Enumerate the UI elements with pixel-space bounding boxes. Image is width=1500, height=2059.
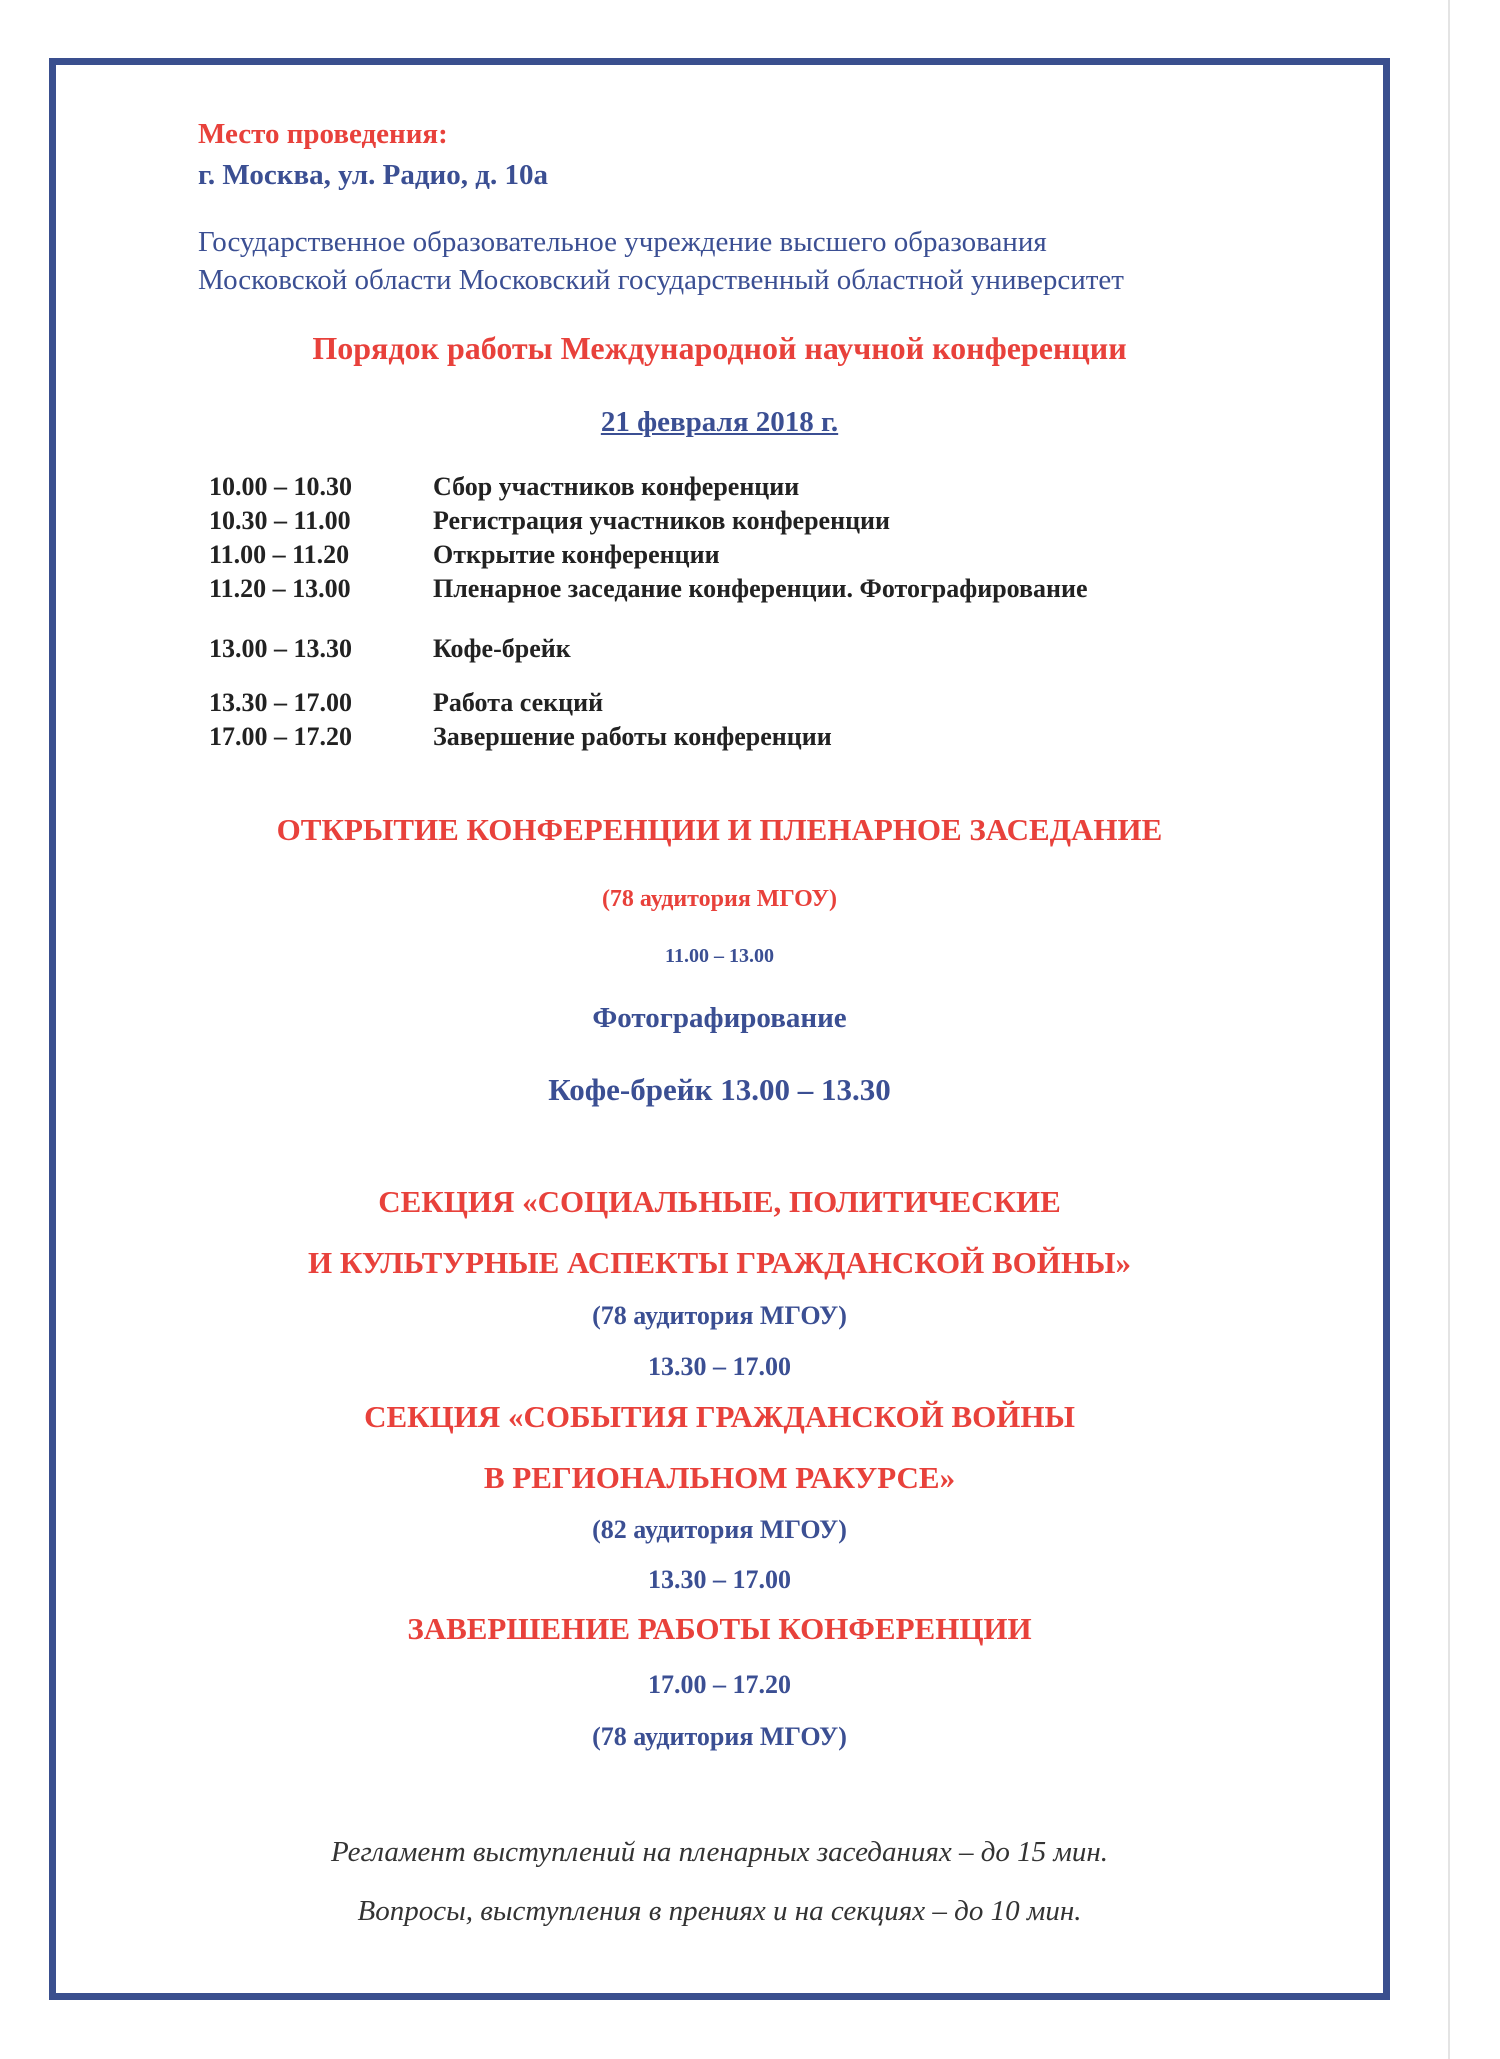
section-1-title-line-2: И КУЛЬТУРНЫЕ АСПЕКТЫ ГРАЖДАНСКОЙ ВОЙНЫ» bbox=[308, 1245, 1131, 1280]
section-1-time: 13.30 – 17.00 bbox=[648, 1352, 791, 1381]
schedule-event: Работа секций bbox=[433, 688, 604, 717]
note-sections-regulation: Вопросы, выступления в прениях и на секциях – до 10 мин. bbox=[357, 1895, 1082, 1927]
institution-line-2: Московской области Московский государственный областной университет bbox=[198, 264, 1124, 296]
schedule-time: 17.00 – 17.20 bbox=[209, 722, 352, 751]
opening-room: (78 аудитория МГОУ) bbox=[601, 886, 838, 912]
schedule-event: Сбор участников конференции bbox=[433, 472, 800, 501]
program-date: 21 февраля 2018 г. bbox=[600, 406, 839, 438]
schedule-event: Открытие конференции bbox=[433, 540, 720, 569]
schedule-time: 11.00 – 11.20 bbox=[209, 540, 350, 569]
closing-time: 17.00 – 17.20 bbox=[648, 1670, 791, 1699]
section-2-title-line-2: В РЕГИОНАЛЬНОМ РАКУРСЕ» bbox=[483, 1460, 956, 1495]
scan-page-edge bbox=[1448, 0, 1450, 2059]
opening-title: ОТКРЫТИЕ КОНФЕРЕНЦИИ И ПЛЕНАРНОЕ ЗАСЕДАНИЕ bbox=[276, 812, 1163, 847]
opening-photo: Фотографирование bbox=[592, 1002, 847, 1034]
venue-address: г. Москва, ул. Радио, д. 10а bbox=[198, 159, 548, 191]
section-2-title-line-1: СЕКЦИЯ «СОБЫТИЯ ГРАЖДАНСКОЙ ВОЙНЫ bbox=[364, 1399, 1075, 1434]
institution-line-1: Государственное образовательное учреждение высшего образования bbox=[198, 226, 1047, 258]
schedule-time: 10.30 – 11.00 bbox=[209, 506, 351, 535]
venue-label: Место проведения: bbox=[198, 118, 448, 150]
section-2-time: 13.30 – 17.00 bbox=[648, 1565, 791, 1594]
schedule-time: 10.00 – 10.30 bbox=[209, 472, 352, 501]
opening-coffee-break: Кофе-брейк 13.00 – 13.30 bbox=[548, 1072, 891, 1107]
schedule-time: 13.00 – 13.30 bbox=[209, 634, 352, 663]
section-1-title-line-1: СЕКЦИЯ «СОЦИАЛЬНЫЕ, ПОЛИТИЧЕСКИЕ bbox=[378, 1184, 1061, 1219]
closing-title: ЗАВЕРШЕНИЕ РАБОТЫ КОНФЕРЕНЦИИ bbox=[407, 1611, 1032, 1646]
program-title: Порядок работы Международной научной конференции bbox=[312, 330, 1127, 366]
opening-time: 11.00 – 13.00 bbox=[665, 945, 774, 967]
schedule-event: Завершение работы конференции bbox=[433, 722, 832, 751]
schedule-time: 11.20 – 13.00 bbox=[209, 574, 351, 603]
section-2-room: (82 аудитория МГОУ) bbox=[592, 1515, 847, 1544]
closing-room: (78 аудитория МГОУ) bbox=[592, 1722, 847, 1751]
note-plenary-regulation: Регламент выступлений на пленарных заседаниях – до 15 мин. bbox=[330, 1836, 1109, 1868]
schedule-time: 13.30 – 17.00 bbox=[209, 688, 352, 717]
schedule-event: Кофе-брейк bbox=[433, 634, 571, 663]
section-1-room: (78 аудитория МГОУ) bbox=[592, 1301, 847, 1330]
schedule-event: Регистрация участников конференции bbox=[433, 506, 891, 535]
schedule-event: Пленарное заседание конференции. Фотографирование bbox=[433, 574, 1088, 603]
